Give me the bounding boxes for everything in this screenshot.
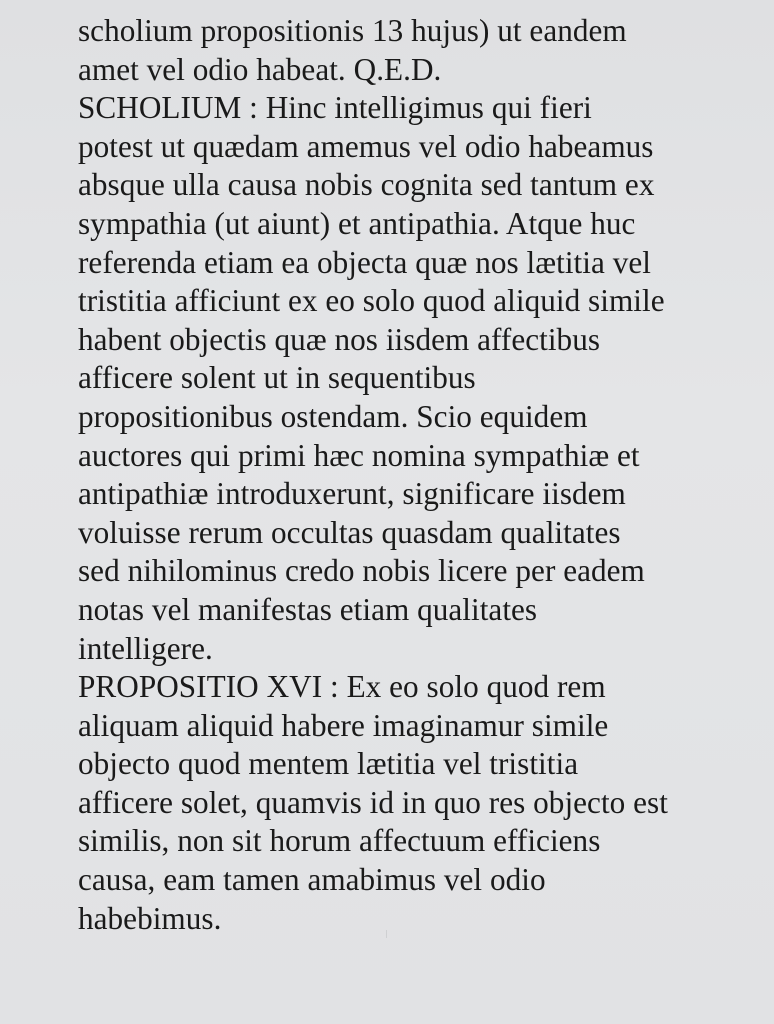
text-line: tristitia afficiunt ex eo solo quod aliquid simile <box>78 283 665 319</box>
text-line: similis, non sit horum affectuum efficiens <box>78 823 601 859</box>
text-line: habent objectis quæ nos iisdem affectibus <box>78 321 601 357</box>
text-line: referenda etiam ea objecta quæ nos lætitia vel <box>78 244 651 280</box>
text-line: sed nihilominus credo nobis licere per eadem <box>78 553 645 589</box>
text-line: scholium propositionis 13 hujus) ut eandem <box>78 13 627 48</box>
text-line: afficere solet, quamvis id in quo res objecto est <box>78 784 668 820</box>
text-line: potest ut quædam amemus vel odio habeamus <box>78 128 654 164</box>
text-line: absque ulla causa nobis cognita sed tantum ex <box>78 167 655 203</box>
text-line: aliquam aliquid habere imaginamur simile <box>78 707 609 743</box>
text-line: intelligere. <box>78 630 213 666</box>
text-line: voluisse rerum occultas quasdam qualitates <box>78 514 621 550</box>
text-line: propositionibus ostendam. Scio equidem <box>78 398 588 434</box>
propositio-heading-line: PROPOSITIO XVI : Ex eo solo quod rem <box>78 669 606 705</box>
text-line: auctores qui primi hæc nomina sympathiæ et <box>78 437 640 473</box>
text-line: objecto quod mentem lætitia vel tristitia <box>78 746 579 782</box>
text-line: antipathiæ introduxerunt, significare iisdem <box>78 476 626 512</box>
text-line: notas vel manifestas etiam qualitates <box>78 591 538 627</box>
text-line: causa, eam tamen amabimus vel odio <box>78 862 546 898</box>
document-text <box>78 12 758 938</box>
text-line: habebimus. <box>78 900 222 936</box>
paper-speck <box>386 930 387 938</box>
text-line: amet vel odio habeat. Q.E.D. <box>78 51 442 87</box>
scholium-heading-line: SCHOLIUM : Hinc intelligimus qui fieri <box>78 90 592 126</box>
text-line: afficere solent ut in sequentibus <box>78 360 476 396</box>
text-line: sympathia (ut aiunt) et antipathia. Atque huc <box>78 205 636 241</box>
